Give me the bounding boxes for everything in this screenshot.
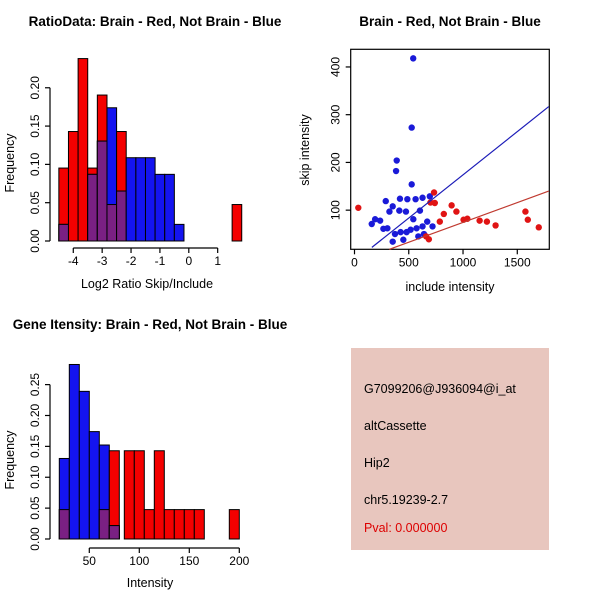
pval-text: Pval: 0.000000 <box>364 521 448 535</box>
scatter-point-brain <box>492 222 498 228</box>
chart-title: RatioData: Brain - Red, Not Brain - Blue <box>28 14 282 29</box>
gene-info-box <box>351 348 549 550</box>
hist-bar-red <box>229 510 239 539</box>
hist-bar-blue <box>69 364 79 539</box>
gene-name-text: Hip2 <box>364 456 390 470</box>
hist-bar-red <box>144 510 154 539</box>
hist-bar-red <box>184 510 194 539</box>
x-axis-label: Log2 Ratio Skip/Include <box>80 277 214 291</box>
probe-id-text: G7099206@J936094@i_at <box>364 382 516 396</box>
x-tick-label: -2 <box>125 254 137 268</box>
y-tick-label: 0.20 <box>28 403 42 428</box>
scatter-point-notbrain <box>392 231 398 237</box>
scatter-point-brain <box>355 205 361 211</box>
y-tick-label: 0.05 <box>28 496 42 520</box>
x-tick-label: -3 <box>96 254 108 268</box>
x-tick-label: 50 <box>82 554 96 568</box>
hist-bar-blue <box>145 158 155 241</box>
y-axis-label: skip intensity <box>298 114 312 186</box>
hist-bar-overlap <box>97 141 107 241</box>
chromosome-location-text: chr5.19239-2.7 <box>364 493 449 507</box>
y-axis-label: Frequency <box>3 430 17 490</box>
scatter-point-notbrain <box>407 227 413 233</box>
scatter-point-notbrain <box>410 216 416 222</box>
scatter-point-notbrain <box>389 238 395 244</box>
hist-bar-overlap <box>99 510 109 539</box>
hist-bar-blue <box>126 158 136 241</box>
scatter-point-notbrain <box>386 208 392 214</box>
splice-type-text: altCassette <box>364 419 427 433</box>
hist-bar-red <box>164 510 174 539</box>
scatter-point-brain <box>431 189 437 195</box>
x-axis-label: Intensity <box>126 576 174 590</box>
y-tick-label: 200 <box>328 152 343 173</box>
hist-bar-red <box>134 451 144 539</box>
scatter-point-brain <box>437 218 443 224</box>
scatter-point-notbrain <box>383 198 389 204</box>
y-tick-label: 100 <box>328 200 343 221</box>
y-tick-label: 0.20 <box>28 76 42 100</box>
hist-bar-blue <box>89 432 99 539</box>
scatter-point-notbrain <box>424 218 430 224</box>
x-axis-label: include intensity <box>405 280 495 294</box>
hist-bar-overlap <box>117 191 127 241</box>
x-tick-label: 100 <box>129 554 150 568</box>
scatter-point-brain <box>522 208 528 214</box>
scatter-point-brain <box>441 211 447 217</box>
x-tick-label: -4 <box>67 254 79 268</box>
scatter-point-notbrain <box>404 196 410 202</box>
scatter-point-notbrain <box>397 196 403 202</box>
chart-title: Gene Itensity: Brain - Red, Not Brain - Blue <box>12 317 288 332</box>
y-tick-label: 0.15 <box>28 434 42 459</box>
x-tick-label: 0 <box>351 255 358 270</box>
hist-bar-blue <box>79 391 89 539</box>
scatter-point-brain <box>525 217 531 223</box>
hist-bar-overlap <box>88 174 98 241</box>
y-tick-label: 0.15 <box>28 114 42 138</box>
scatter-point-notbrain <box>396 207 402 213</box>
scatter-point-notbrain <box>400 237 406 243</box>
scatter-point-brain <box>448 202 454 208</box>
y-tick-label: 0.00 <box>28 229 42 253</box>
scatter-point-notbrain <box>408 181 414 187</box>
x-tick-label: 1500 <box>503 255 531 270</box>
hist-bar-blue <box>165 174 175 241</box>
scatter-point-notbrain <box>412 196 418 202</box>
hist-bar-red <box>154 451 164 539</box>
hist-bar-overlap <box>59 224 69 241</box>
scatter-point-notbrain <box>384 225 390 231</box>
hist-bar-overlap <box>107 205 117 241</box>
hist-bar-red <box>68 132 78 241</box>
y-axis-label: Frequency <box>3 133 17 193</box>
hist-bar-blue <box>174 224 184 241</box>
hist-bar-overlap <box>59 510 69 539</box>
scatter-point-notbrain <box>419 195 425 201</box>
scatter-point-notbrain <box>394 157 400 163</box>
x-tick-label: 150 <box>179 554 200 568</box>
fit-line-notbrain-fit <box>372 107 549 248</box>
scatter-point-notbrain <box>429 223 435 229</box>
hist-bar-blue <box>155 174 165 241</box>
x-tick-label: -1 <box>154 254 166 268</box>
scatter-point-brain <box>432 200 438 206</box>
x-tick-label: 1000 <box>449 255 477 270</box>
y-tick-label: 0.00 <box>28 527 42 551</box>
scatter-point-notbrain <box>397 229 403 235</box>
scatter-point-notbrain <box>410 55 416 61</box>
scatter-point-notbrain <box>393 168 399 174</box>
x-tick-label: 0 <box>185 254 193 268</box>
scatter-point-brain <box>476 217 482 223</box>
scatter-point-brain <box>426 236 432 242</box>
hist-bar-red <box>174 510 184 539</box>
y-tick-label: 0.25 <box>28 372 42 397</box>
hist-bar-blue <box>136 158 146 241</box>
scatter-point-notbrain <box>419 223 425 229</box>
hist-bar-red <box>194 510 204 539</box>
scatter-point-notbrain <box>413 225 419 231</box>
x-tick-label: 1 <box>214 254 222 268</box>
y-tick-label: 300 <box>328 104 343 125</box>
scatter-point-notbrain <box>369 221 375 227</box>
x-tick-label: 200 <box>229 554 250 568</box>
scatter-point-brain <box>484 218 490 224</box>
hist-bar-overlap <box>109 526 119 539</box>
x-tick-label: 500 <box>398 255 419 270</box>
hist-bar-red <box>124 451 134 539</box>
y-tick-label: 400 <box>328 56 343 77</box>
hist-bar-red <box>78 59 88 241</box>
hist-bar-red <box>232 205 242 241</box>
scatter-point-notbrain <box>408 124 414 130</box>
chart-title: Brain - Red, Not Brain - Blue <box>359 14 541 29</box>
y-tick-label: 0.10 <box>28 152 42 177</box>
scatter-point-brain <box>453 208 459 214</box>
scatter-point-brain <box>536 224 542 230</box>
y-tick-label: 0.10 <box>28 465 42 489</box>
y-tick-label: 0.05 <box>28 191 42 215</box>
scatter-point-notbrain <box>403 208 409 214</box>
scatter-point-notbrain <box>377 217 383 223</box>
